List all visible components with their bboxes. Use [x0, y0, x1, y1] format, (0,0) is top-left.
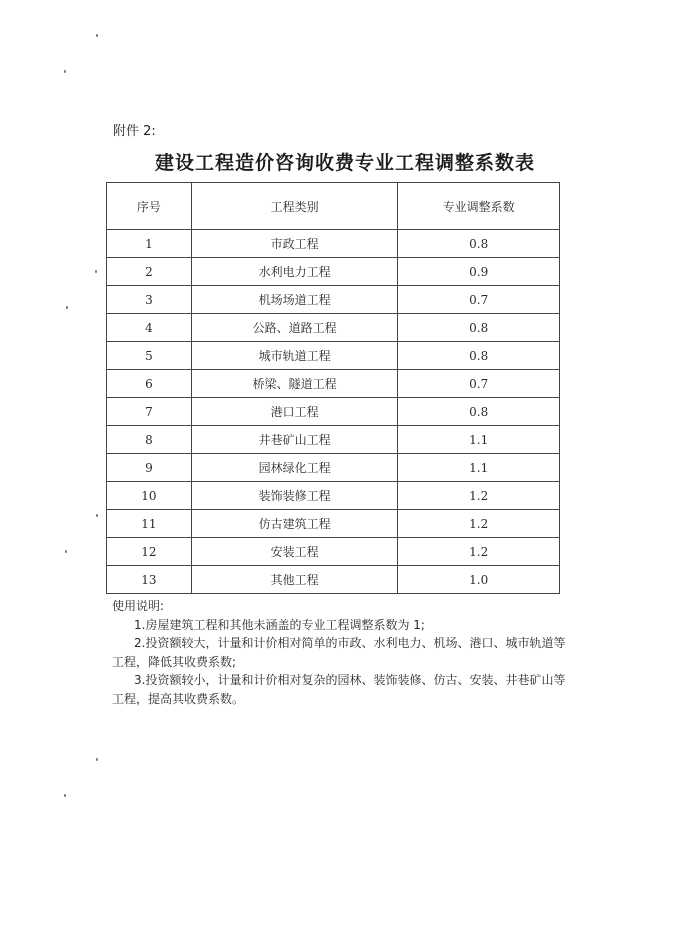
document-title: 建设工程造价咨询收费专业工程调整系数表 [154, 152, 535, 174]
row-serial: 2 [107, 258, 192, 286]
notes-heading: 使用说明: [112, 599, 165, 613]
row-category: 机场场道工程 [191, 286, 398, 314]
row-category: 桥梁、隧道工程 [191, 370, 398, 398]
scan-speck [96, 514, 98, 517]
row-category: 公路、道路工程 [191, 314, 398, 342]
attachment-label: 附件 2: [113, 124, 156, 139]
row-coefficient: 1.2 [398, 510, 560, 538]
scan-speck [65, 550, 67, 553]
table-row [107, 230, 560, 258]
usage-notes [112, 597, 572, 708]
table-row [107, 342, 560, 370]
table-header-row [107, 183, 560, 230]
row-category: 装饰装修工程 [191, 482, 398, 510]
row-serial: 9 [107, 454, 192, 482]
scan-speck [64, 794, 66, 797]
row-serial: 10 [107, 482, 192, 510]
row-coefficient: 0.7 [398, 370, 560, 398]
row-category: 其他工程 [191, 566, 398, 594]
row-serial: 8 [107, 426, 192, 454]
row-coefficient: 1.1 [398, 426, 560, 454]
scan-speck [96, 34, 98, 37]
row-category: 港口工程 [191, 398, 398, 426]
row-coefficient: 0.8 [398, 314, 560, 342]
table-row [107, 510, 560, 538]
row-coefficient: 0.9 [398, 258, 560, 286]
row-serial: 1 [107, 230, 192, 258]
row-coefficient: 1.2 [398, 482, 560, 510]
row-serial: 3 [107, 286, 192, 314]
row-category: 市政工程 [191, 230, 398, 258]
note-item: 1.房屋建筑工程和其他未涵盖的专业工程调整系数为 1; [134, 617, 425, 632]
table-row [107, 538, 560, 566]
table-row [107, 482, 560, 510]
row-coefficient: 1.1 [398, 454, 560, 482]
adjustment-coefficient-table [106, 182, 560, 594]
row-serial: 4 [107, 314, 192, 342]
row-serial: 11 [107, 510, 192, 538]
row-category: 仿古建筑工程 [191, 510, 398, 538]
scan-speck [66, 306, 68, 309]
row-serial: 5 [107, 342, 192, 370]
header-coefficient: 专业调整系数 [398, 183, 560, 230]
note-item: 2.投资额较大，计量和计价相对简单的市政、水利电力、机场、港口、城市轨道等工程，降低其收费系数; [112, 636, 566, 669]
table-row [107, 370, 560, 398]
table-row [107, 258, 560, 286]
header-category: 工程类别 [191, 183, 398, 230]
row-serial: 6 [107, 370, 192, 398]
table-row [107, 398, 560, 426]
row-coefficient: 0.8 [398, 230, 560, 258]
table-row [107, 566, 560, 594]
row-category: 井巷矿山工程 [191, 426, 398, 454]
row-coefficient: 1.0 [398, 566, 560, 594]
table-row [107, 426, 560, 454]
row-coefficient: 1.2 [398, 538, 560, 566]
table-row [107, 314, 560, 342]
row-category: 城市轨道工程 [191, 342, 398, 370]
row-coefficient: 0.8 [398, 398, 560, 426]
row-category: 安装工程 [191, 538, 398, 566]
row-coefficient: 0.7 [398, 286, 560, 314]
row-serial: 12 [107, 538, 192, 566]
row-serial: 13 [107, 566, 192, 594]
row-serial: 7 [107, 398, 192, 426]
scan-speck [95, 270, 97, 273]
row-category: 园林绿化工程 [191, 454, 398, 482]
scan-speck [96, 758, 98, 761]
row-coefficient: 0.8 [398, 342, 560, 370]
table-row [107, 286, 560, 314]
scan-speck [64, 70, 66, 73]
row-category: 水利电力工程 [191, 258, 398, 286]
note-item: 3.投资额较小，计量和计价相对复杂的园林、装饰装修、仿古、安装、井巷矿山等工程，提高其收费系数。 [112, 673, 566, 706]
header-serial: 序号 [107, 183, 192, 230]
table-row [107, 454, 560, 482]
